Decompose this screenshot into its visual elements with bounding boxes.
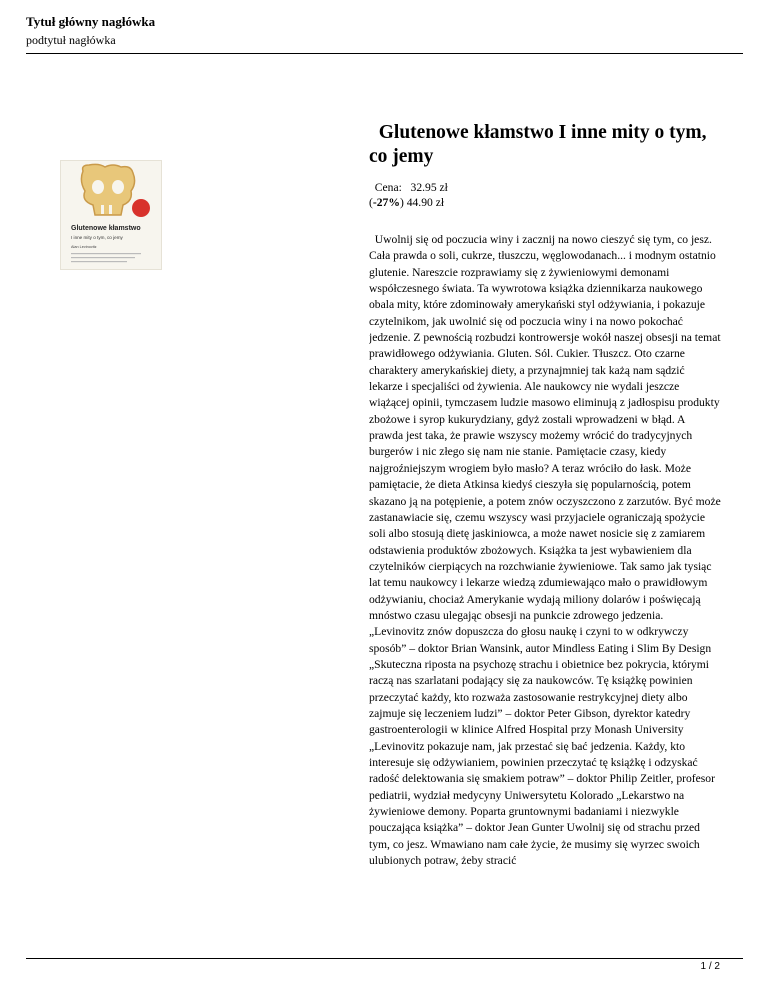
price-block bbox=[369, 180, 721, 210]
skull-left-eye-icon bbox=[92, 180, 104, 194]
price-row bbox=[369, 180, 721, 195]
header-divider bbox=[26, 53, 743, 54]
current-price: 32.95 zł bbox=[410, 181, 448, 194]
header-subtitle: podtytuł nagłówka bbox=[26, 33, 116, 47]
old-price-row: (-27%) 44.90 zł bbox=[369, 196, 445, 209]
skull-right-eye-icon bbox=[112, 180, 124, 194]
skull-tooth-icon bbox=[109, 205, 112, 214]
cover-text-line bbox=[71, 261, 127, 262]
cover-author: Alan Levinovitz bbox=[71, 245, 97, 249]
cover-text-line bbox=[71, 253, 141, 254]
book-title-text: Glutenowe kłamstwo I inne mity o tym, co jemy bbox=[369, 122, 707, 167]
footer-divider bbox=[26, 958, 743, 959]
discount-percent: -27% bbox=[372, 196, 400, 209]
cover-line-1: Glutenowe kłamstwo bbox=[71, 225, 141, 232]
price-label: Cena: bbox=[374, 181, 402, 194]
toast-skull-icon bbox=[81, 164, 134, 215]
header-title: Tytuł główny nagłówka bbox=[26, 14, 156, 29]
old-price: 44.90 zł bbox=[406, 196, 445, 209]
book-description-text: Uwolnij się od poczucia winy i zacznij na nowo cieszyć się tym, co jesz. Cała prawda o soli, cukrze, tłuszczu, węglowodanach... i modnym ostatnio glutenie. Nareszcie rozprawiamy się z żywieniowymi demonami współczesnego świata. Ta wywrotowa książka dziennikarza naukowego obala mity, które zdominowały amerykański styl odżywiania, i pokazuje czytelnikom, jak uwolnić się od poczucia winy i na nowo pokochać jedzenie. Z pewnością rozbudzi kontrowersje wokół naszej obsesji na temat prawidłowego odżywiania. Gluten. Sól. Cukier. Tłuszcz. Oto czarne charaktery amerykańskiej diety, a przynajmniej tak każą nam sądzić lekarze i specjaliści od żywienia. Ale naukowcy nie wydali jeszcze wiążącej opinii, tymczasem ludzie masowo eliminują z jadłospisu produkty zbożowe i syrop kukurydziany, gdyż zostali wprowadzeni w błąd. A prawda jest taka, że prawie wszyscy możemy wrócić do tradycyjnych burgerów i nic złego się nam nie stanie. Pamiętacie czasy, kiedy najgroźniejszym wrogiem było masło? A teraz wróciło do łask. Może pamiętacie, że dieta Atkinsa kiedyś cieszyła się popularnością, potem skazano ją na potępienie, a potem znów oczyszczono z zarzutów. Być może zastanawiacie się, czemu wszyscy wasi przyjaciele ograniczają spożycie soli albo stosują dietę jaskiniowca, a może nawet nosicie się z zamiarem odstawienia produktów zbożowych. Książka ta jest wybawieniem dla czytelników cierpiących na rozchwianie żywieniowe. Tak samo jak tysiąc lat temu naukowcy i lekarze wiedzą zdumiewająco mało o prawidłowym odżywianiu, chociaż Amerykanie wydają miliony dolarów i poświęcają mnóstwo czasu ulegając obsesji na punkcie zdrowego jedzenia. „Levinovitz znów dopuszcza do głosu naukę i czyni to w odkrywczy sposób” – doktor Brian Wansink, autor Mindless Eating i Slim By Design „Skuteczna riposta na psychozę strachu i obietnice bez pokrycia, którymi raczą nas szarlatani podający się za naukowców. Tę książkę powinien przeczytać każdy, kto rozważa zastosowanie restrykcyjnej diety albo zajmuje się leczeniem ludzi” – doktor Peter Gibson, dyrektor katedry gastroenterologii w klinice Alfred Hospital przy Monash University „Levinovitz pokazuje nam, jak przestać się bać jedzenia. Każdy, kto interesuje się odżywianiem, powinien przeczytać tę książkę i odzyskać radość delektowania się smakiem potraw” – doktor Philip Zeitler, profesor pediatrii, wydział medycyny Uniwersytetu Kolorado „Lekarstwo na żywieniowe demony. Poparta gruntownymi badaniami i niezwykle pouczająca książka” – doktor Jean Gunter Uwolnij się od strachu przed tym, co jesz. Wmawiano nam całe życie, że musimy się wyrzec swoich ulubionych potraw, żeby stracić bbox=[369, 233, 721, 868]
book-title bbox=[369, 121, 721, 169]
page-number: 1 / 2 bbox=[700, 961, 720, 972]
book-description bbox=[369, 232, 721, 927]
cover-line-2: I inne mity o tym, co jemy bbox=[71, 235, 123, 240]
red-stamp-icon bbox=[132, 199, 150, 217]
skull-tooth-icon bbox=[101, 205, 104, 214]
book-cover-image[interactable] bbox=[60, 160, 162, 270]
book-cover-art bbox=[61, 161, 161, 269]
cover-text-line bbox=[71, 257, 135, 258]
